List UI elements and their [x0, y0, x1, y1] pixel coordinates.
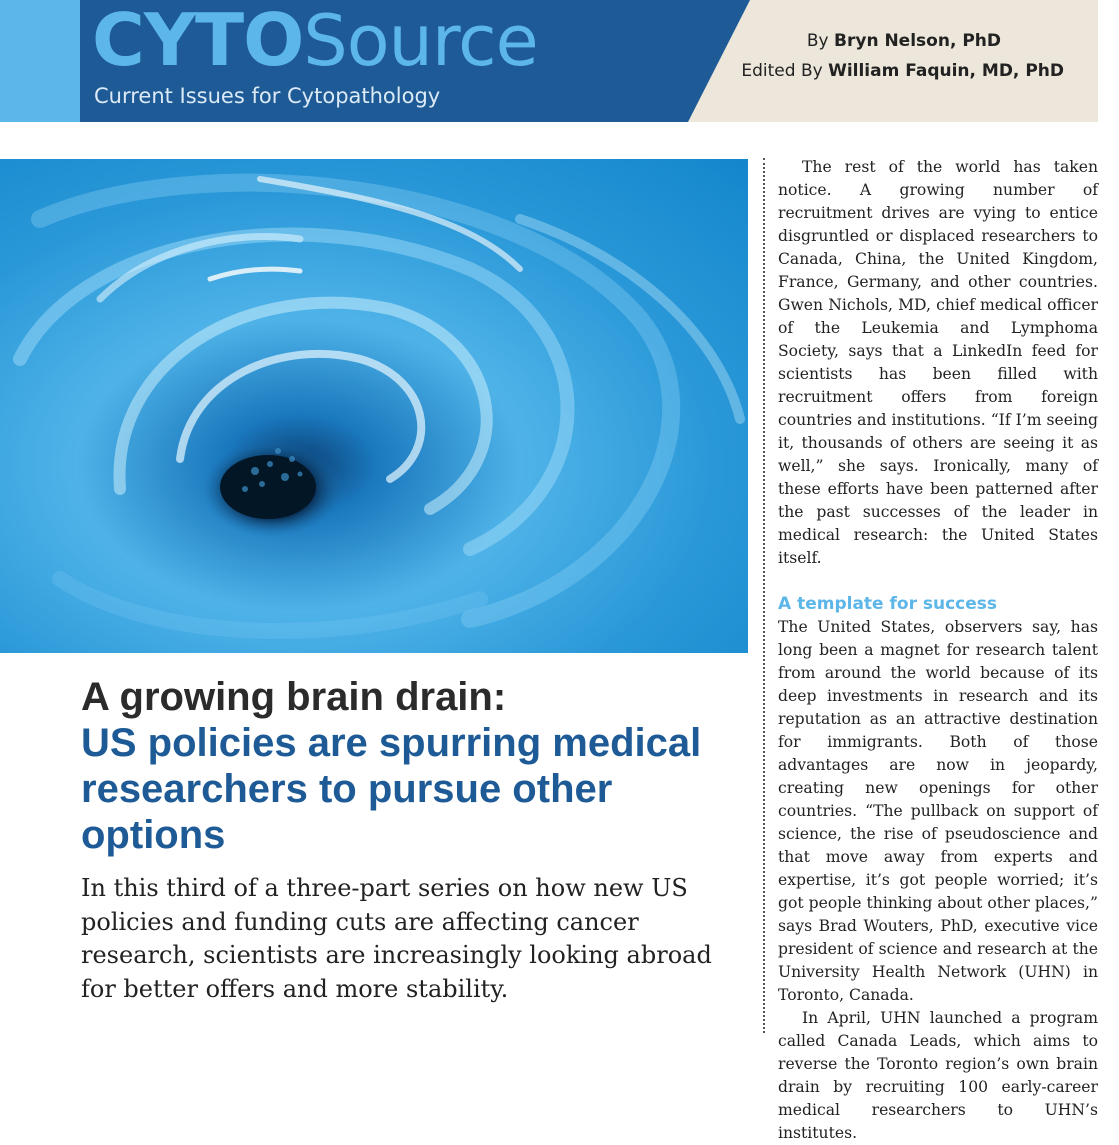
logo-cyto-text: CYTO — [92, 0, 304, 82]
header-accent-bar — [0, 0, 82, 122]
headline-line-2: US policies are spurring medical researchers to pursue other options — [81, 721, 702, 857]
section-subhead: A template for success — [778, 594, 998, 614]
headline-line-1: A growing brain drain: — [81, 675, 507, 719]
column-divider — [763, 158, 765, 1033]
paragraph-1: The rest of the world has taken notice. A growing number of recruitment drives are vying to entice disgruntled or displaced researchers to Canada, China, the United Kingdom, France, Germany, and other countries. Gwen Nichols, MD, chief medical officer of the Leukemia and Lymphoma Society, says that a LinkedIn feed for scientists has been filled with recruitment offers from foreign countries and institutions. “If I’m seeing it, thousands of others are seeing it as well,” she says. Ironically, many of these efforts have been patterned after the past successes of the leader in medical research: the United States itself. — [778, 158, 1098, 567]
logo-source-text: Source — [303, 0, 538, 82]
author-byline — [807, 31, 1001, 51]
water-swirl-photo — [0, 159, 748, 653]
water-swirl-drain-icon — [0, 159, 748, 653]
tagline: Current Issues for Cytopathology — [94, 84, 441, 108]
paragraph-2: The United States, observers say, has long been a magnet for research talent from around the world because of its deep investments in research and its reputation as an attractive destination for immigrants. Both of those advantages are now in jeopardy, creating new openings for other countries. “The pullback on support of science, the rise of pseudoscience and that move away from experts and expertise, it’s got people worried; it’s got people thinking about other places,” says Brad Wouters, PhD, executive vice president of science and research at the University Health Network (UHN) in Toronto, Canada. — [778, 618, 1098, 1004]
editor-name: William Faquin, MD, PhD — [828, 61, 1064, 81]
article-headline — [81, 674, 741, 858]
cytosource-logo — [92, 0, 538, 82]
editor-byline — [741, 61, 1064, 81]
author-name: Bryn Nelson, PhD — [834, 31, 1001, 51]
edited-prefix: Edited By — [741, 61, 829, 81]
article-dek: In this third of a three-part series on how new US policies and funding cuts are affecting cancer research, scientists are increasingly looking abroad for better offers and more stability. — [81, 874, 712, 1003]
byline-prefix: By — [806, 31, 835, 51]
article-column — [778, 156, 1098, 1145]
paragraph-3: In April, UHN launched a program called Canada Leads, which aims to reverse the Toronto region’s own brain drain by recruiting 100 early-career medical researchers to UHN’s institutes. — [778, 1009, 1098, 1142]
